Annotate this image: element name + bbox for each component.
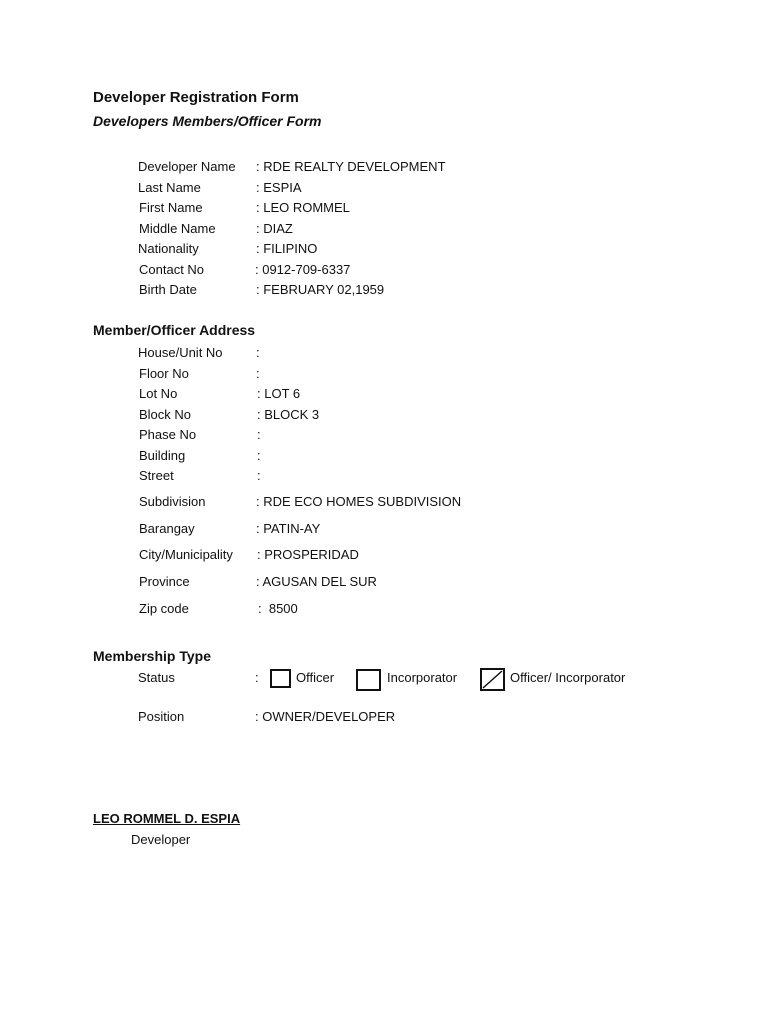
field-label-block-no: Block No (139, 407, 192, 422)
officer-incorporator-option-label: Officer/ Incorporator (510, 670, 626, 685)
field-label-barangay: Barangay (139, 521, 195, 536)
field-value-last-name: : ESPIA (256, 180, 302, 195)
field-value-phase-no: : (257, 427, 261, 442)
field-value-street: : (257, 468, 261, 483)
field-label-nationality: Nationality (138, 241, 199, 256)
field-label-birth-date: Birth Date (139, 282, 197, 297)
field-label-contact-no: Contact No (139, 262, 205, 277)
field-value-province: : AGUSAN DEL SUR (256, 574, 377, 589)
field-value-developer-name: : RDE REALTY DEVELOPMENT (256, 159, 446, 174)
officer-incorporator-checkbox[interactable] (480, 668, 505, 691)
field-value-floor-no: : (256, 366, 260, 381)
field-value-first-name: : LEO ROMMEL (256, 200, 350, 215)
incorporator-option-label: Incorporator (387, 670, 458, 685)
field-value-middle-name: : DIAZ (256, 221, 293, 236)
form-subtitle: Developers Members/Officer Form (93, 113, 322, 129)
field-label-floor-no: Floor No (139, 366, 189, 381)
field-value-block-no: : BLOCK 3 (257, 407, 320, 422)
field-value-barangay: : PATIN-AY (256, 521, 321, 536)
field-value-subdivision: : RDE ECO HOMES SUBDIVISION (256, 494, 462, 509)
field-label-city-municipality: City/Municipality (139, 547, 233, 562)
field-label-street: Street (139, 468, 174, 483)
signature-role: Developer (131, 832, 191, 847)
field-value-zip-code: : 8500 (258, 601, 298, 616)
field-label-first-name: First Name (139, 200, 203, 215)
form-title: Developer Registration Form (93, 89, 299, 106)
field-value-contact-no: : 0912-709-6337 (255, 262, 351, 277)
field-label-phase-no: Phase No (139, 427, 197, 442)
field-value-birth-date: : FEBRUARY 02,1959 (256, 282, 385, 297)
position-value: : OWNER/DEVELOPER (255, 709, 396, 724)
field-label-house-unit-no: House/Unit No (138, 345, 223, 360)
status-label: Status (138, 670, 175, 685)
field-label-lot-no: Lot No (139, 386, 178, 401)
check-slash-icon (482, 670, 503, 689)
field-label-developer-name: Developer Name (138, 159, 236, 174)
address-heading: Member/Officer Address (93, 322, 256, 338)
field-value-house-unit-no: : (256, 345, 260, 360)
field-label-zip-code: Zip code (139, 601, 189, 616)
status-colon: : (255, 670, 259, 685)
field-label-subdivision: Subdivision (139, 494, 206, 509)
officer-option-label: Officer (296, 670, 335, 685)
officer-checkbox[interactable] (270, 669, 291, 688)
field-label-last-name: Last Name (138, 180, 201, 195)
membership-heading: Membership Type (93, 648, 211, 664)
field-label-building: Building (139, 448, 186, 463)
incorporator-checkbox[interactable] (356, 669, 381, 691)
field-value-building: : (257, 448, 261, 463)
field-value-nationality: : FILIPINO (256, 241, 318, 256)
field-value-lot-no: : LOT 6 (257, 386, 301, 401)
field-label-province: Province (139, 574, 190, 589)
position-label: Position (138, 709, 185, 724)
field-value-city-municipality: : PROSPERIDAD (257, 547, 359, 562)
signature-name: LEO ROMMEL D. ESPIA (93, 811, 241, 826)
field-label-middle-name: Middle Name (139, 221, 216, 236)
